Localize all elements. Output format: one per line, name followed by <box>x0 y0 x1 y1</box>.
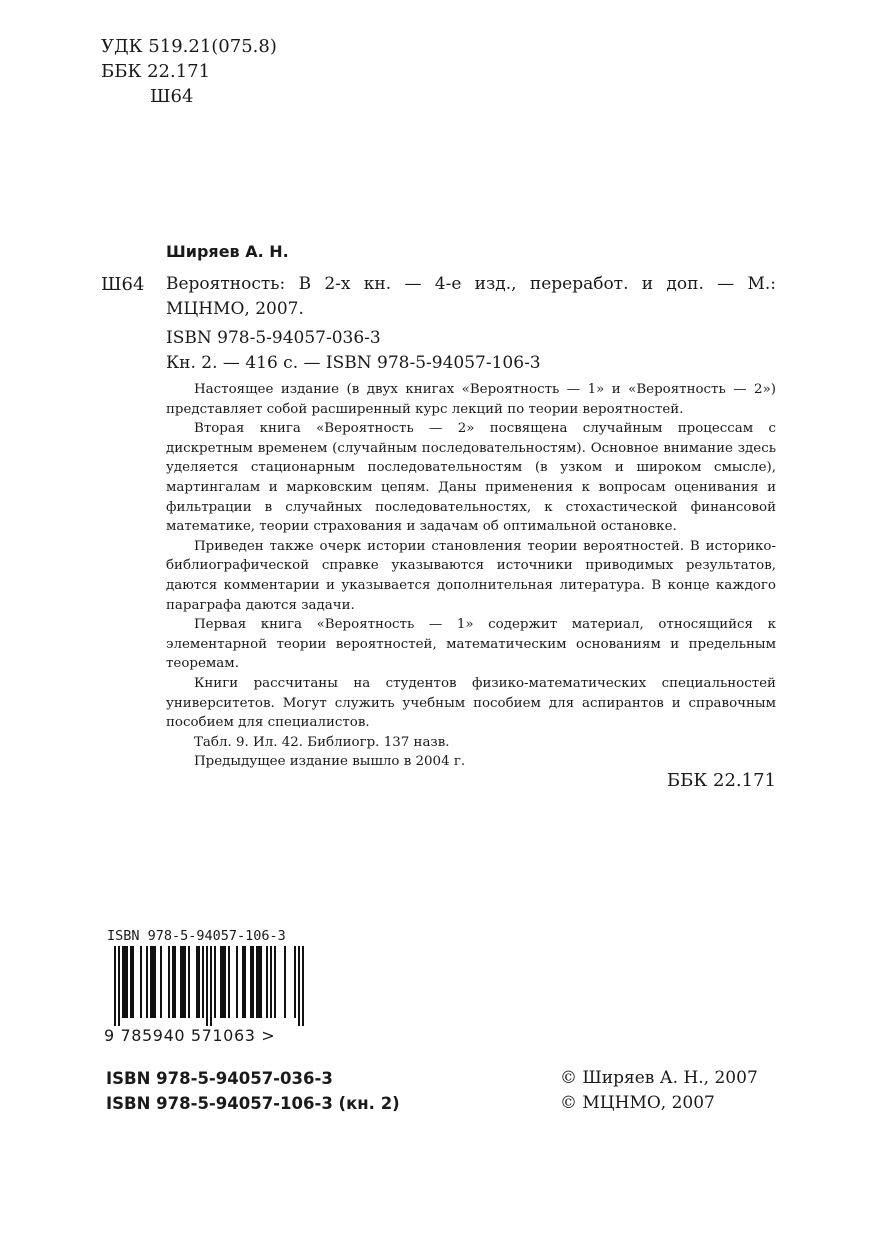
copyright-publisher: © МЦНМО, 2007 <box>560 1093 715 1113</box>
classification-codes <box>101 34 277 109</box>
isbn-line: ISBN 978-5-94057-036-3 <box>166 328 381 348</box>
barcode-bar <box>298 946 300 1026</box>
barcode-bar <box>266 946 268 1018</box>
barcode-bar <box>160 946 162 1018</box>
copyright-block <box>560 1066 777 1116</box>
barcode-bar <box>202 946 204 1018</box>
barcode-bar <box>220 946 222 1018</box>
barcode-bar <box>274 946 276 1018</box>
barcode-bar <box>244 946 246 1018</box>
annotation-paragraph: Вторая книга «Вероятность — 2» посвящена случайным процессам с дискретным временем (случайным последовательностям). Основное внимание здесь уделяется стационарным последовательностям (в узком и широком смысле), мартингалам и марковским цепям. Даны применения к вопросам оценивания и фильтрации в случайных последовательностях, к стохастической финансовой математике, теории страхования и задачам об оптимальной остановке. <box>166 421 776 535</box>
bbk-code-right: ББК 22.171 <box>666 770 776 791</box>
barcode-bar <box>258 946 260 1018</box>
isbn-list <box>106 1066 400 1116</box>
catalog-author-mark: Ш64 <box>101 274 145 295</box>
barcode-bar <box>118 946 120 1026</box>
barcode-isbn-label: ISBN 978-5-94057-106-3 <box>107 928 286 944</box>
barcode-bar <box>168 946 170 1018</box>
barcode-bar <box>124 946 126 1018</box>
isbn-volume: ISBN 978-5-94057-106-3 (кн. 2) <box>106 1094 400 1113</box>
barcode-bar <box>302 946 304 1026</box>
barcode-bar <box>184 946 186 1018</box>
barcode-digits: 9 785940 571063 > <box>104 1026 276 1045</box>
barcode-bar <box>222 946 224 1018</box>
isbn-set: ISBN 978-5-94057-036-3 <box>106 1069 333 1088</box>
barcode-bar <box>260 946 262 1018</box>
barcode-bar <box>182 946 184 1018</box>
annotation-paragraph: Книги рассчитаны на студентов физико-математических специальностей университетов. Могут служить учебным пособием для аспирантов и справочным пособием для специалистов. <box>166 675 776 731</box>
title-line-1: Вероятность: В 2-х кн. — 4-е изд., переработ. и доп. — М.: <box>166 274 776 294</box>
bbk-code: ББК 22.171 <box>101 61 211 82</box>
barcode-bar <box>214 946 216 1018</box>
barcode-bar <box>122 946 124 1018</box>
annotation-paragraph: Настоящее издание (в двух книгах «Вероятность — 1» и «Вероятность — 2») представляет собой расширенный курс лекций по теории вероятностей. <box>166 382 776 417</box>
barcode-bar <box>198 946 200 1018</box>
barcode-bar <box>228 946 230 1018</box>
barcode-bar <box>236 946 238 1018</box>
barcode-bar <box>224 946 226 1018</box>
barcode-bar <box>150 946 152 1018</box>
barcode-bar <box>154 946 156 1018</box>
barcode-bar <box>294 946 296 1018</box>
bibliographic-record <box>166 272 776 376</box>
barcode-bar <box>284 946 286 1018</box>
barcode-bar <box>140 946 142 1018</box>
volume-line: Кн. 2. — 416 с. — ISBN 978-5-94057-106-3 <box>166 353 541 373</box>
annotation <box>166 380 776 772</box>
barcode-bar <box>126 946 128 1018</box>
barcode-bar <box>172 946 174 1018</box>
barcode-bar <box>174 946 176 1018</box>
barcode-block <box>104 928 334 1045</box>
barcode-bar <box>132 946 134 1018</box>
previous-edition-line: Предыдущее издание вышло в 2004 г. <box>194 754 466 770</box>
stats-line: Табл. 9. Ил. 42. Библиогр. 137 назв. <box>194 734 450 750</box>
copyright-author: © Ширяев А. Н., 2007 <box>560 1068 758 1088</box>
barcode-bar <box>270 946 272 1018</box>
title-line-2: МЦНМО, 2007. <box>166 299 304 319</box>
barcode-bar <box>252 946 254 1018</box>
barcode-bar <box>196 946 198 1018</box>
barcode-bar <box>180 946 182 1018</box>
barcode-bar <box>210 946 212 1026</box>
barcode-bar <box>146 946 148 1018</box>
barcode-bars <box>104 946 304 1028</box>
barcode-bar <box>242 946 244 1018</box>
barcode-bar <box>256 946 258 1018</box>
udk-code: УДК 519.21(075.8) <box>101 36 277 57</box>
annotation-paragraph: Приведен также очерк истории становления теории вероятностей. В историко-библиографической справке указываются источники приводимых результатов, даются комментарии и указывается дополнительная литература. В конце каждого параграфа даются задачи. <box>166 538 776 613</box>
barcode-bar <box>114 946 116 1026</box>
barcode-bar <box>250 946 252 1018</box>
barcode-bar <box>206 946 208 1026</box>
author-heading: Ширяев А. Н. <box>166 242 289 261</box>
barcode-bar <box>152 946 154 1018</box>
barcode-bar <box>188 946 190 1018</box>
annotation-paragraph: Первая книга «Вероятность — 1» содержит материал, относящийся к элементарной теории вероятностей, математическим основаниям и предельным теоремам. <box>166 617 776 672</box>
barcode-bar <box>130 946 132 1018</box>
author-mark: Ш64 <box>150 86 194 107</box>
